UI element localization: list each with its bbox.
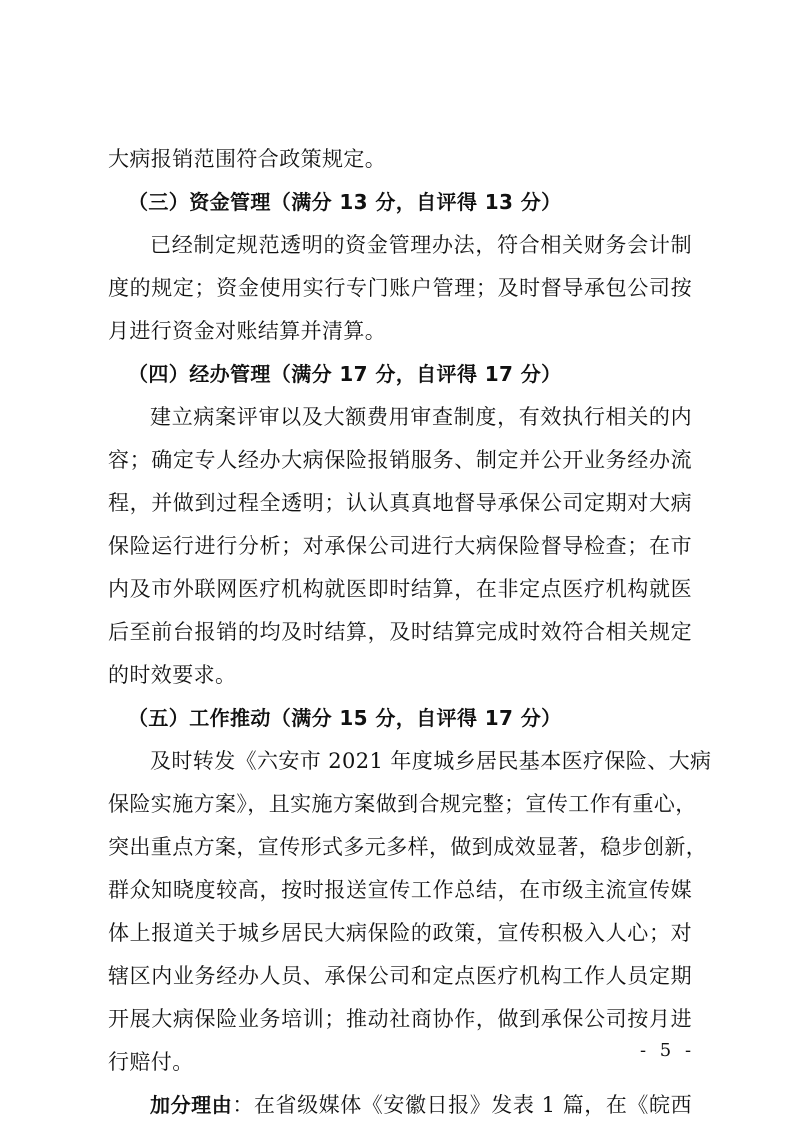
page-number: - 5 - [640,1040,696,1061]
paragraph-line: 保险实施方案》，且实施方案做到合规完整；宣传工作有重心， [108,792,697,816]
bonus-reason-label: 加分理由 [150,1093,233,1117]
paragraph-line: 月进行资金对账结算并清算。 [108,319,387,343]
document-body [108,138,712,1127]
paragraph-line: 的时效要求。 [108,663,237,687]
paragraph-line: 程，并做到过程全透明；认认真真地督导承保公司定期对大病 [108,491,692,515]
paragraph-line: 建立病案评审以及大额费用审查制度，有效执行相关的内 [150,405,692,429]
paragraph-line: 突出重点方案，宣传形式多元多样，做到成效显著，稳步创新， [108,835,708,859]
paragraph-line: 容；确定专人经办大病保险报销服务、制定并公开业务经办流 [108,448,692,472]
paragraph-line: 后至前台报销的均及时结算，及时结算完成时效符合相关规定 [108,620,692,644]
section-heading-handling: （四）经办管理（满分 17 分，自评得 17 分） [128,362,562,386]
section-heading-funds: （三）资金管理（满分 13 分，自评得 13 分） [128,190,562,214]
paragraph-line: 内及市外联网医疗机构就医即时结算，在非定点医疗机构就医 [108,577,692,601]
bonus-reason-text: ：在省级媒体《安徽日报》发表 1 篇，在《皖西 [232,1093,692,1117]
paragraph-line: 度的规定；资金使用实行专门账户管理；及时督导承包公司按 [108,276,692,300]
paragraph-line: 辖区内业务经办人员、承保公司和定点医疗机构工作人员定期 [108,964,692,988]
paragraph-line: 已经制定规范透明的资金管理办法，符合相关财务会计制 [150,233,692,257]
paragraph-line: 开展大病保险业务培训；推动社商协作，做到承保公司按月进 [108,1007,692,1031]
paragraph-line: 群众知晓度较高，按时报送宣传工作总结，在市级主流宣传媒 [108,878,692,902]
paragraph-line: 行赔付。 [108,1050,194,1074]
paragraph-line: 大病报销范围符合政策规定。 [108,147,387,171]
paragraph-line: 保险运行进行分析；对承保公司进行大病保险督导检查；在市 [108,534,692,558]
paragraph-line: 及时转发《六安市 2021 年度城乡居民基本医疗保险、大病 [150,749,712,773]
paragraph-line: 体上报道关于城乡居民大病保险的政策，宣传积极入人心；对 [108,921,692,945]
section-heading-promotion: （五）工作推动（满分 15 分，自评得 17 分） [128,706,562,730]
bonus-reason-line [108,1084,692,1127]
